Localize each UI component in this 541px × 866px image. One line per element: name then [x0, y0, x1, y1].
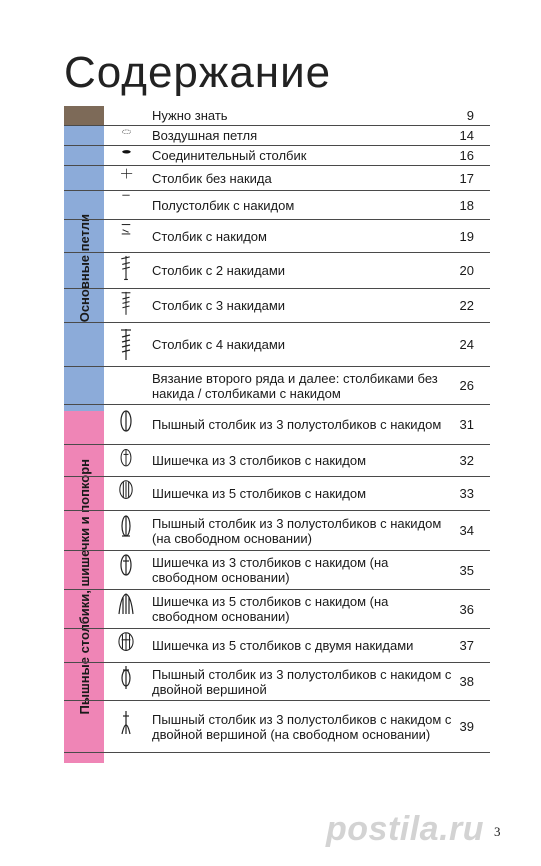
puff-double-top-free-base-icon: [104, 701, 148, 752]
toc-row[interactable]: [64, 629, 490, 663]
toc-page: 22: [459, 298, 474, 313]
half-double-crochet-icon: [104, 191, 148, 219]
toc-page: 33: [459, 486, 474, 501]
toc-page: 35: [459, 562, 474, 578]
toc-row[interactable]: [64, 405, 490, 445]
toc-title: Шишечка из 5 столбиков с накидом: [152, 486, 367, 501]
single-crochet-icon: [104, 166, 148, 190]
toc-title: Шишечка из 5 столбиков с накидом (на свободном основании): [152, 594, 389, 624]
page-number: 3: [494, 824, 501, 839]
toc-page: 36: [459, 601, 474, 617]
toc-title: Пышный столбик из 3 полустолбиков с накидом с двойной вершиной (на свободном основании): [152, 711, 452, 742]
bobble-3-icon: [104, 445, 148, 476]
bobble-5-free-base-icon: [104, 590, 148, 628]
toc-page: 26: [459, 378, 474, 393]
toc-row[interactable]: [64, 253, 490, 289]
toc-page: 31: [459, 417, 474, 432]
section-label: Основные петли: [76, 214, 92, 323]
toc-title: Столбик с 4 накидами: [152, 337, 286, 352]
toc-row[interactable]: [64, 551, 490, 590]
toc-row[interactable]: [64, 146, 490, 166]
toc-row[interactable]: [64, 106, 490, 126]
toc-title: Нужно знать: [152, 108, 228, 123]
toc-row[interactable]: [64, 323, 490, 367]
toc-page: 39: [459, 719, 474, 734]
toc-page: 16: [459, 148, 474, 163]
watermark: postila.ru: [326, 810, 485, 848]
bobble-5-icon: [104, 477, 148, 510]
treble-crochet-icon: [104, 253, 148, 288]
toc-title: Полустолбик с накидом: [152, 197, 295, 213]
toc-title: Воздушная петля: [152, 128, 258, 143]
toc-title: Столбик с 3 накидами: [152, 298, 286, 313]
toc-title: Столбик без накида: [152, 170, 272, 186]
toc-title: Шишечка из 5 столбиков с двумя накидами: [152, 638, 414, 653]
toc-page: 32: [459, 453, 474, 468]
puff-free-base-icon: [104, 511, 148, 550]
toc-title: Пышный столбик из 3 полустолбиков с накидом с двойной вершиной: [152, 666, 452, 697]
toc-title: Вязание второго ряда и далее: столбиками без накида / столбиками с накидом: [152, 370, 438, 401]
toc-row[interactable]: [64, 445, 490, 477]
toc-page: 17: [459, 170, 474, 186]
toc-page: 38: [459, 674, 474, 689]
toc-title: Пышный столбик из 3 полустолбиков с накидом: [152, 417, 442, 432]
toc-page: 18: [459, 197, 474, 213]
toc-title: Шишечка из 3 столбиков с накидом (на свободном основании): [152, 555, 389, 585]
puff-stitch-icon: [104, 405, 148, 444]
toc-row[interactable]: [64, 367, 490, 405]
toc-page: 20: [459, 263, 474, 278]
toc-row[interactable]: [64, 701, 490, 753]
toc-row[interactable]: [64, 166, 490, 191]
puff-double-top-icon: [104, 663, 148, 700]
toc-row[interactable]: [64, 126, 490, 146]
toc-row[interactable]: [64, 289, 490, 323]
toc-title: Соединительный столбик: [152, 148, 307, 163]
toc-title: Столбик с 2 накидами: [152, 263, 286, 278]
toc-page: 19: [459, 228, 474, 244]
toc-title: Шишечка из 3 столбиков с накидом: [152, 453, 367, 468]
toc-title: Пышный столбик из 3 полустолбиков с накидом (на свободном основании): [152, 515, 442, 546]
toc-row[interactable]: [64, 220, 490, 253]
section-label: Пышные столбики, шишечки и попкорн: [76, 459, 92, 715]
symbol-cell: [104, 106, 148, 125]
double-treble-icon: [104, 289, 148, 322]
bobble-5-double-yo-icon: [104, 629, 148, 662]
double-crochet-icon: [104, 220, 148, 252]
toc-row[interactable]: [64, 590, 490, 629]
toc-row[interactable]: [64, 191, 490, 220]
toc-title: Столбик с накидом: [152, 228, 267, 244]
symbol-cell: [104, 367, 148, 404]
slip-stitch-icon: [104, 146, 148, 165]
toc-page: 24: [459, 337, 474, 352]
toc-row[interactable]: [64, 511, 490, 551]
toc-row[interactable]: [64, 477, 490, 511]
bobble-3-free-base-icon: [104, 551, 148, 589]
toc-row[interactable]: [64, 663, 490, 701]
page-title: Содержание: [64, 48, 332, 97]
toc-page: 9: [466, 108, 474, 123]
chain-stitch-icon: [104, 126, 148, 145]
toc-page: 34: [459, 523, 474, 538]
toc-page: 37: [459, 638, 474, 653]
triple-treble-icon: [104, 323, 148, 366]
toc-page: 14: [459, 128, 474, 143]
